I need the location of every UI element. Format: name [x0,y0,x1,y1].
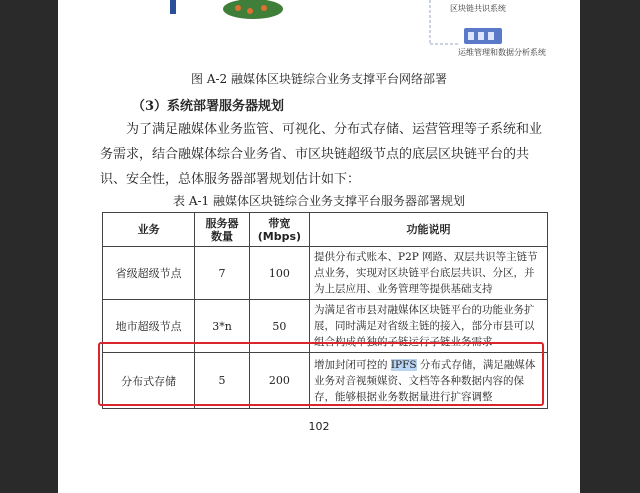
server-node-icon [170,0,176,14]
function-text-post: 分布式存储，满足融媒体业务对音视频媒资、文档等各种数据内容的保存，能够根据业务数据量进行扩容调整 [314,358,536,403]
network-diagram-fragment [58,0,580,60]
table-row [103,247,548,300]
document-page [58,0,580,493]
ipfs-highlight: IPFS [390,358,417,371]
section-heading: （3）系统部署服务器规划 [132,99,285,114]
figure-caption: 图 A-2 融媒体区块链综合业务支撑平台网络部署 [191,72,447,86]
header-server-count-line1: 服务器 [205,216,239,230]
cell-bandwidth: 200 [249,353,309,409]
cell-function: 为满足省市县对融媒体区块链平台的功能业务扩展，同时满足对省级主链的接入，部分市县可以组合构成单独的子链运行子链业务需求 [310,300,548,353]
diagram-label-consensus: 区块链共识系统 [450,4,506,13]
header-business: 业务 [103,213,195,247]
cell-function: 提供分布式账本、P2P 网路、双层共识等主链节点业务，实现对区块链平台底层共识、分区，并为上层应用、业务管理等提供基础支持 [310,247,548,300]
page-number: 102 [308,420,330,433]
header-bandwidth-line2: (Mbps) [257,229,302,243]
cell-business: 地市超级节点 [103,300,195,353]
cell-count: 3*n [195,300,250,353]
cluster-icon [223,0,283,19]
table-header-row [103,213,548,247]
header-server-count-line2: 数量 [211,229,233,243]
viewer-right-margin [580,0,640,493]
cell-bandwidth: 100 [249,247,309,300]
header-bandwidth-line1: 带宽 [268,216,291,230]
cell-count: 5 [195,353,250,409]
diagram-label-ops: 运维管理和数据分析系统 [458,48,546,57]
viewer-left-margin [0,0,58,493]
cell-bandwidth: 50 [249,300,309,353]
cell-business: 省级超级节点 [103,247,195,300]
header-server-count [195,213,250,247]
function-text-pre: 增加封闭可控的 [314,358,391,371]
header-bandwidth [249,213,309,247]
table-caption: 表 A-1 融媒体区块链综合业务支撑平台服务器部署规划 [173,194,465,208]
cell-business: 分布式存储 [103,353,195,409]
body-paragraph: 为了满足融媒体业务监管、可视化、分布式存储、运营管理等子系统和业务需求，结合融媒体综合业务省、市区块链超级节点的底层区块链平台的共识、安全性，总体服务器部署规划估计如下： [100,122,543,187]
red-annotation-box [98,342,544,406]
cell-count: 7 [195,247,250,300]
header-function: 功能说明 [310,213,548,247]
